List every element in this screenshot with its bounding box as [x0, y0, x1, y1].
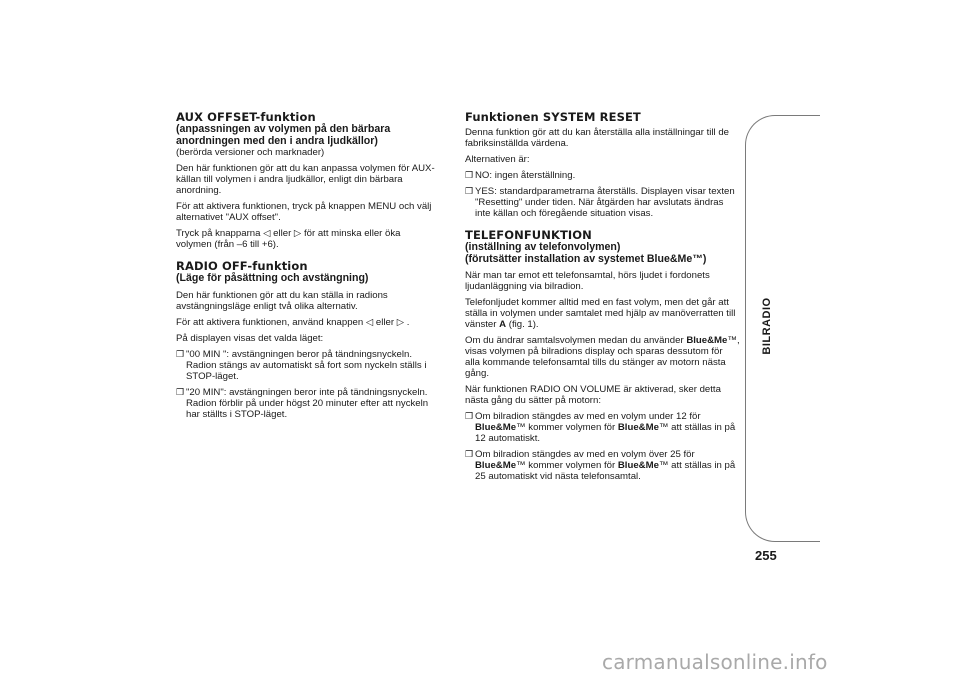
telefon-bullet-2-end: ™ att ställas in på 25 automatiskt vid nästa telefonsamtal.	[475, 460, 736, 482]
bullet-box-icon: ❒	[465, 449, 474, 459]
right-column	[465, 111, 740, 487]
telefon-knob-letter: A	[499, 319, 507, 330]
system-reset-paragraph-1: Denna funktion gör att du kan återställa alla inställningar till de fabriksinställda värdena.	[465, 127, 729, 149]
radio-off-paragraph-1: Den här funktionen gör att du kan ställa in radions avstängningsläge enligt två olika alternativ.	[176, 289, 388, 312]
system-reset-heading: Funktionen SYSTEM RESET	[465, 110, 641, 124]
system-reset-bullet-2	[465, 186, 740, 219]
telefon-bullet-1-end: ™ att ställas in på 12 automatiskt.	[475, 422, 736, 444]
telefon-bullet-2	[465, 449, 740, 482]
radio-off-heading: RADIO OFF-funktion	[176, 259, 308, 273]
system-reset-paragraph-2: Alternativen är:	[465, 154, 530, 165]
telefon-bullet-2-mid: ™ kommer volymen för	[516, 460, 618, 471]
radio-off-paragraph-2: För att aktivera funktionen, använd knappen ◁ eller ▷ .	[176, 316, 410, 328]
aux-offset-paragraph-3: Tryck på knapparna ◁ eller ▷ för att minska eller öka volymen (från –6 till +6).	[176, 228, 401, 250]
telefon-paragraph-2-text: Telefonljudet kommer alltid med en fast volym, men det går att ställa in volymen under samtalet med hjälp av manöverratten till vänster	[465, 297, 736, 330]
section-tab-label: BILRADIO	[761, 297, 773, 355]
radio-off-bullet-1-text: "00 MIN ": avstängningen beror på tändningsnyckeln. Radion stängs av automatiskt så fort som nyckeln ställs i STOP-läget.	[186, 348, 427, 382]
system-reset-bullet-1-text: NO: ingen återställning.	[475, 170, 576, 181]
radio-off-bullet-1	[176, 349, 438, 382]
radio-off-bullet-2-text: "20 MIN": avstängningen beror inte på tändningsnyckeln. Radion förblir på under högst 20 minuter efter att nyckeln har ställts i STOP-läget.	[186, 386, 429, 420]
left-column	[176, 111, 438, 425]
telefon-bullet-1-mid: ™ kommer volymen för	[516, 422, 618, 433]
telefon-paragraph-1: När man tar emot ett telefonsamtal, hörs ljudet i fordonets ljudanläggning via bilradion.	[465, 270, 710, 292]
blue-me-name: Blue&Me	[475, 422, 517, 433]
blue-me-name: Blue&Me	[475, 460, 517, 471]
radio-off-paragraph-3: På displayen visas det valda läget:	[176, 332, 324, 344]
blue-me-name: Blue&Me	[617, 460, 659, 471]
telefon-bullet-1-text: Om bilradion stängdes av med en volym under 12 för	[475, 411, 701, 422]
bullet-box-icon: ❒	[465, 411, 474, 421]
aux-offset-note: (berörda versioner och marknader)	[176, 147, 325, 158]
aux-offset-subtitle-2: anordningen med den i andra ljudkällor)	[176, 134, 378, 147]
page-number: 255	[755, 548, 777, 563]
blue-me-name: Blue&Me	[617, 422, 659, 433]
bullet-box-icon: ❒	[465, 170, 474, 180]
radio-off-subtitle: (Läge för påsättning och avstängning)	[176, 272, 369, 284]
bullet-box-icon: ❒	[176, 386, 185, 397]
aux-offset-paragraph-1: Den här funktionen gör att du kan anpassa volymen för AUX-källan till volymen i andra ljudkällor, enligt din bärbara anordning.	[176, 163, 435, 196]
bullet-box-icon: ❒	[465, 186, 474, 196]
blue-me-name: Blue&Me	[686, 335, 728, 346]
telefon-bullet-2-text: Om bilradion stängdes av med en volym över 25 för	[475, 449, 695, 460]
telefon-paragraph-4: När funktionen RADIO ON VOLUME är aktiverad, sker detta nästa gång du sätter på motorn:	[465, 384, 721, 406]
telefon-paragraph-2	[465, 297, 740, 330]
system-reset-bullet-2-text: YES: standardparametrarna återställs. Displayen visar texten "Resetting" under tiden. När åtgärden har avslutats ändras inte källan och föregående situation visas.	[475, 186, 735, 219]
telefon-subtitle-2: (förutsätter installation av systemet Blue&Me™)	[465, 252, 707, 265]
telefon-paragraph-3-text: Om du ändrar samtalsvolymen medan du använder	[465, 335, 687, 346]
aux-offset-heading: AUX OFFSET-funktion	[176, 110, 316, 124]
bullet-box-icon: ❒	[176, 348, 185, 359]
telefon-paragraph-3-rest: ™, visas volymen på bilradions display och sparas dessutom för alla kommande telefonsamtal tills du stänger av motorn nästa gång.	[465, 335, 740, 379]
telefon-paragraph-3	[465, 335, 740, 379]
telefon-fig-ref: (fig. 1).	[506, 319, 539, 330]
watermark: carmanualsonline.info	[602, 650, 828, 674]
aux-offset-paragraph-2: För att aktivera funktionen, tryck på knappen MENU och välj alternativet "AUX offset".	[176, 201, 432, 223]
telefon-bullet-1	[465, 411, 740, 444]
telefon-subtitle-1: (inställning av telefonvolymen)	[465, 241, 621, 253]
section-tab	[745, 115, 820, 542]
system-reset-bullet-1	[465, 170, 740, 181]
aux-offset-subtitle-1: (anpassningen av volymen på den bärbara	[176, 123, 391, 135]
telefon-heading: TELEFONFUNKTION	[465, 228, 592, 242]
radio-off-bullet-2	[176, 387, 438, 420]
